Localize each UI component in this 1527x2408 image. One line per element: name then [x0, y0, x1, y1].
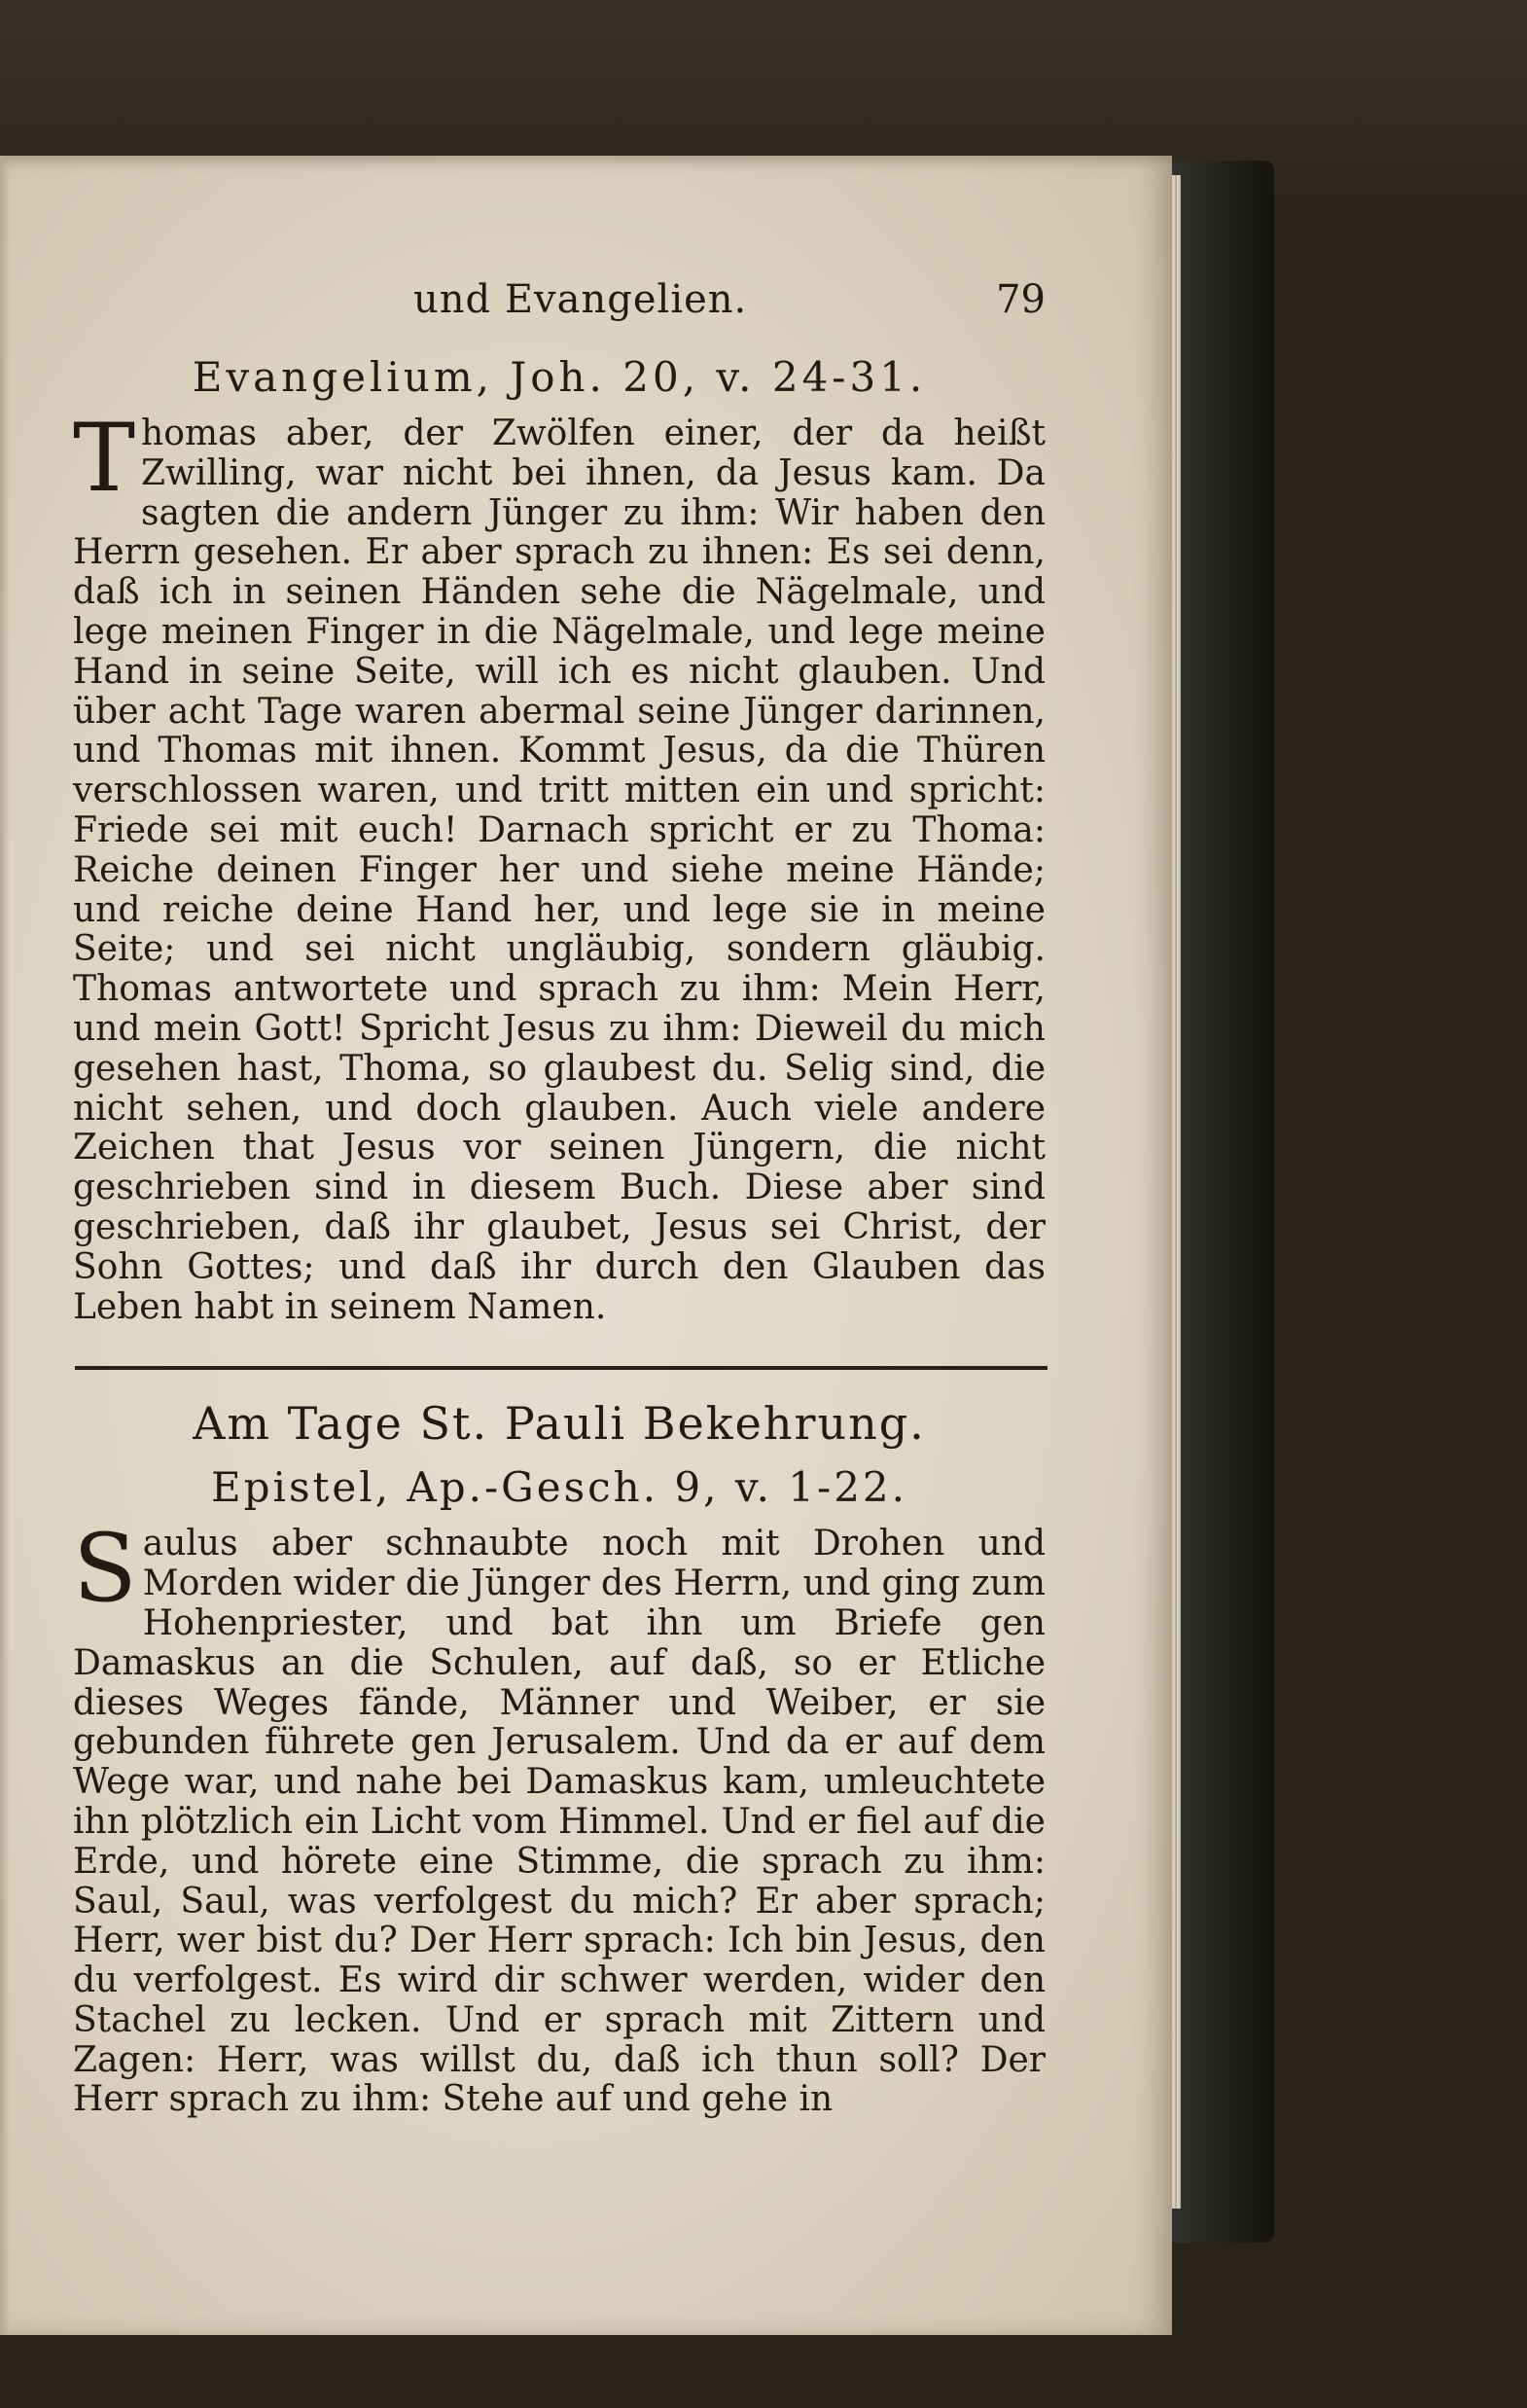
running-head: und Evangelien. — [413, 277, 748, 322]
gospel-paragraph: homas aber, der Zwölfen einer, der da heißt Zwilling, war nicht bei ihnen, da Jesus kam. Da sagten die andern Jünger zu ihm: Wir haben den Herrn gesehen. Er aber sprach zu ihnen: Es sei denn, daß ich in seinen Händen sehe die Nägelmale, und lege meinen Finger in die Nägelmale, und lege meine Hand in seine Seite, will ich es nicht glauben. Und über acht Tage waren abermal seine Jünger darinnen, und Thomas mit ihnen. Kommt Jesus, da die Thüren verschlossen waren, und tritt mitten ein und spricht: Friede sei mit euch! Darnach spricht er zu Thoma: Reiche deinen Finger her und siehe meine Hände; und reiche deine Hand her, und lege sie in meine Seite; und sei nicht ungläubig, sondern gläubig. Thomas antwortete und sprach zu ihm: Mein Herr, und mein Gott! Spricht Jesus zu ihm: Dieweil du mich gesehen hast, Thoma, so glaubest du. Selig sind, die nicht sehen, und doch glauben. Auch viele andere Zeichen that Jesus vor seinen Jüngern, die nicht geschrieben sind in diesem Buch. Diese aber sind geschrieben, daß ihr glaubet, Jesus sei Christ, der Sohn Gottes; und daß ihr durch den Glauben das Leben habt in seinem Namen. — [73, 413, 1046, 1327]
feast-title: Am Tage St. Pauli Bekehrung. — [193, 1397, 926, 1451]
book-page — [0, 156, 1172, 2335]
gospel-heading: Evangelium, Joh. 20, v. 24-31. — [192, 353, 927, 401]
page-header — [73, 277, 1046, 336]
epistle-dropcap: S — [73, 1514, 137, 1624]
epistle-heading: Epistel, Ap.-Gesch. 9, v. 1-22. — [211, 1463, 907, 1512]
section-divider — [75, 1366, 1048, 1370]
gospel-dropcap: T — [73, 404, 136, 513]
text-block — [73, 277, 1046, 2120]
epistle-paragraph: aulus aber schnaubte noch mit Drohen und Morden wider die Jünger des Herrn, und ging zum Hohenpriester, und bat ihn um Briefe gen Damaskus an die Schulen, auf daß, so er Etliche dieses Weges fände, Männer und Weiber, er sie gebunden führete gen Jerusalem. Und da er auf dem Wege war, und nahe bei Damaskus kam, umleuchtete ihn plötzlich ein Licht vom Himmel. Und er fiel auf die Erde, und hörete eine Stimme, die sprach zu ihm: Saul, Saul, was verfolgest du mich? Er aber sprach; Herr, wer bist du? Der Herr sprach: Ich bin Jesus, den du verfolgest. Es wird dir schwer werden, wider den Stachel zu lecken. Und er sprach mit Zittern und Zagen: Herr, was willst du, daß ich thun soll? Der Herr sprach zu ihm: Stehe auf und gehe in — [73, 1524, 1046, 2120]
epistle-text — [73, 1514, 1046, 2120]
gospel-text — [73, 404, 1046, 1327]
page-number: 79 — [996, 277, 1046, 322]
